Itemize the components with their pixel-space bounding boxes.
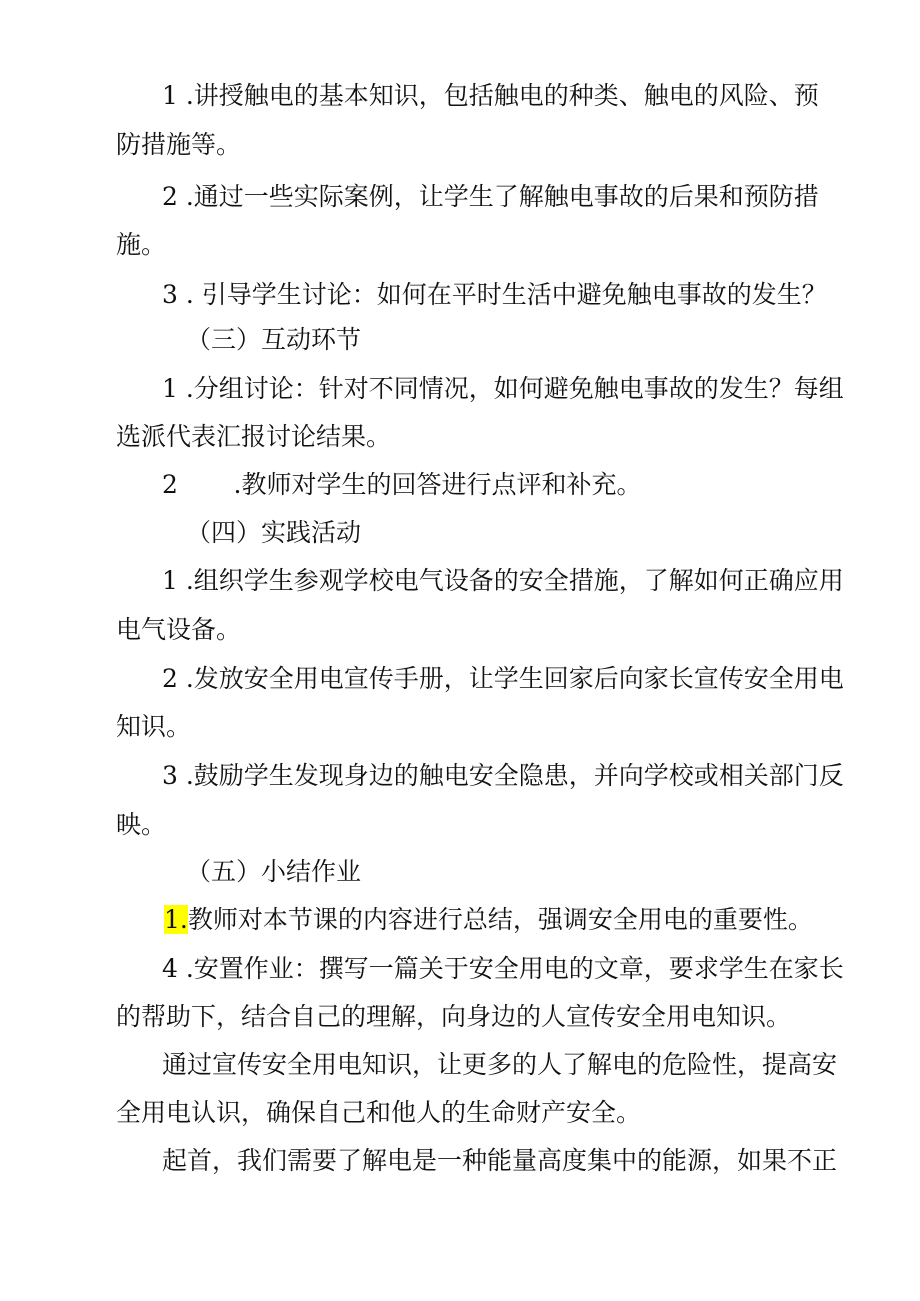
- homework-item-line-2: 的帮助下，结合自己的理解，向身边的人宣传安全用电知识。: [116, 1002, 792, 1031]
- interact-item-1-line-1: 1 .分组讨论：针对不同情况，如何避免触电事故的发生？每组: [162, 374, 844, 403]
- practice-item-1-line-1: 1 .组织学生参观学校电气设备的安全措施，了解如何正确应用: [162, 566, 844, 595]
- section-heading-3: （三）互动环节: [186, 325, 362, 354]
- paragraph-1-line-2: 全用电认识，确保自己和他人的生命财产安全。: [116, 1098, 642, 1127]
- list-item-3: 3 . 引导学生讨论：如何在平时生活中避免触电事故的发生？: [162, 280, 827, 309]
- practice-item-3-line-1: 3 .鼓励学生发现身边的触电安全隐患，并向学校或相关部门反: [162, 761, 844, 790]
- list-item-1-line-2: 防措施等。: [116, 130, 242, 159]
- paragraph-1-line-1: 通过宣传安全用电知识，让更多的人了解电的危险性，提高安: [162, 1050, 838, 1079]
- paragraph-2-line-1: 起首，我们需要了解电是一种能量高度集中的能源，如果不正: [162, 1146, 838, 1175]
- homework-item-line-1: 4 .安置作业：撰写一篇关于安全用电的文章，要求学生在家长: [162, 954, 844, 983]
- list-item-2-line-1: 2 .通过一些实际案例，让学生了解触电事故的后果和预防措: [162, 182, 819, 211]
- interact-item-2: 2 .教师对学生的回答进行点评和补充。: [162, 470, 642, 499]
- summary-item-1: [164, 903, 813, 937]
- practice-item-2-line-1: 2 .发放安全用电宣传手册，让学生回家后向家长宣传安全用电: [162, 664, 844, 693]
- section-heading-4: （四）实践活动: [186, 518, 362, 547]
- highlighted-number: 1.: [164, 905, 188, 934]
- summary-item-1-text: 教师对本节课的内容进行总结，强调安全用电的重要性。: [187, 905, 813, 934]
- list-item-2-line-2: 施。: [116, 230, 167, 259]
- practice-item-1-line-2: 电气设备。: [116, 615, 242, 644]
- list-item-1-line-1: 1 .讲授触电的基本知识，包括触电的种类、触电的风险、预: [162, 81, 819, 110]
- practice-item-2-line-2: 知识。: [116, 712, 192, 741]
- interact-item-1-line-2: 选派代表汇报讨论结果。: [116, 422, 392, 451]
- section-heading-5: （五）小结作业: [186, 857, 362, 886]
- practice-item-3-line-2: 映。: [116, 810, 167, 839]
